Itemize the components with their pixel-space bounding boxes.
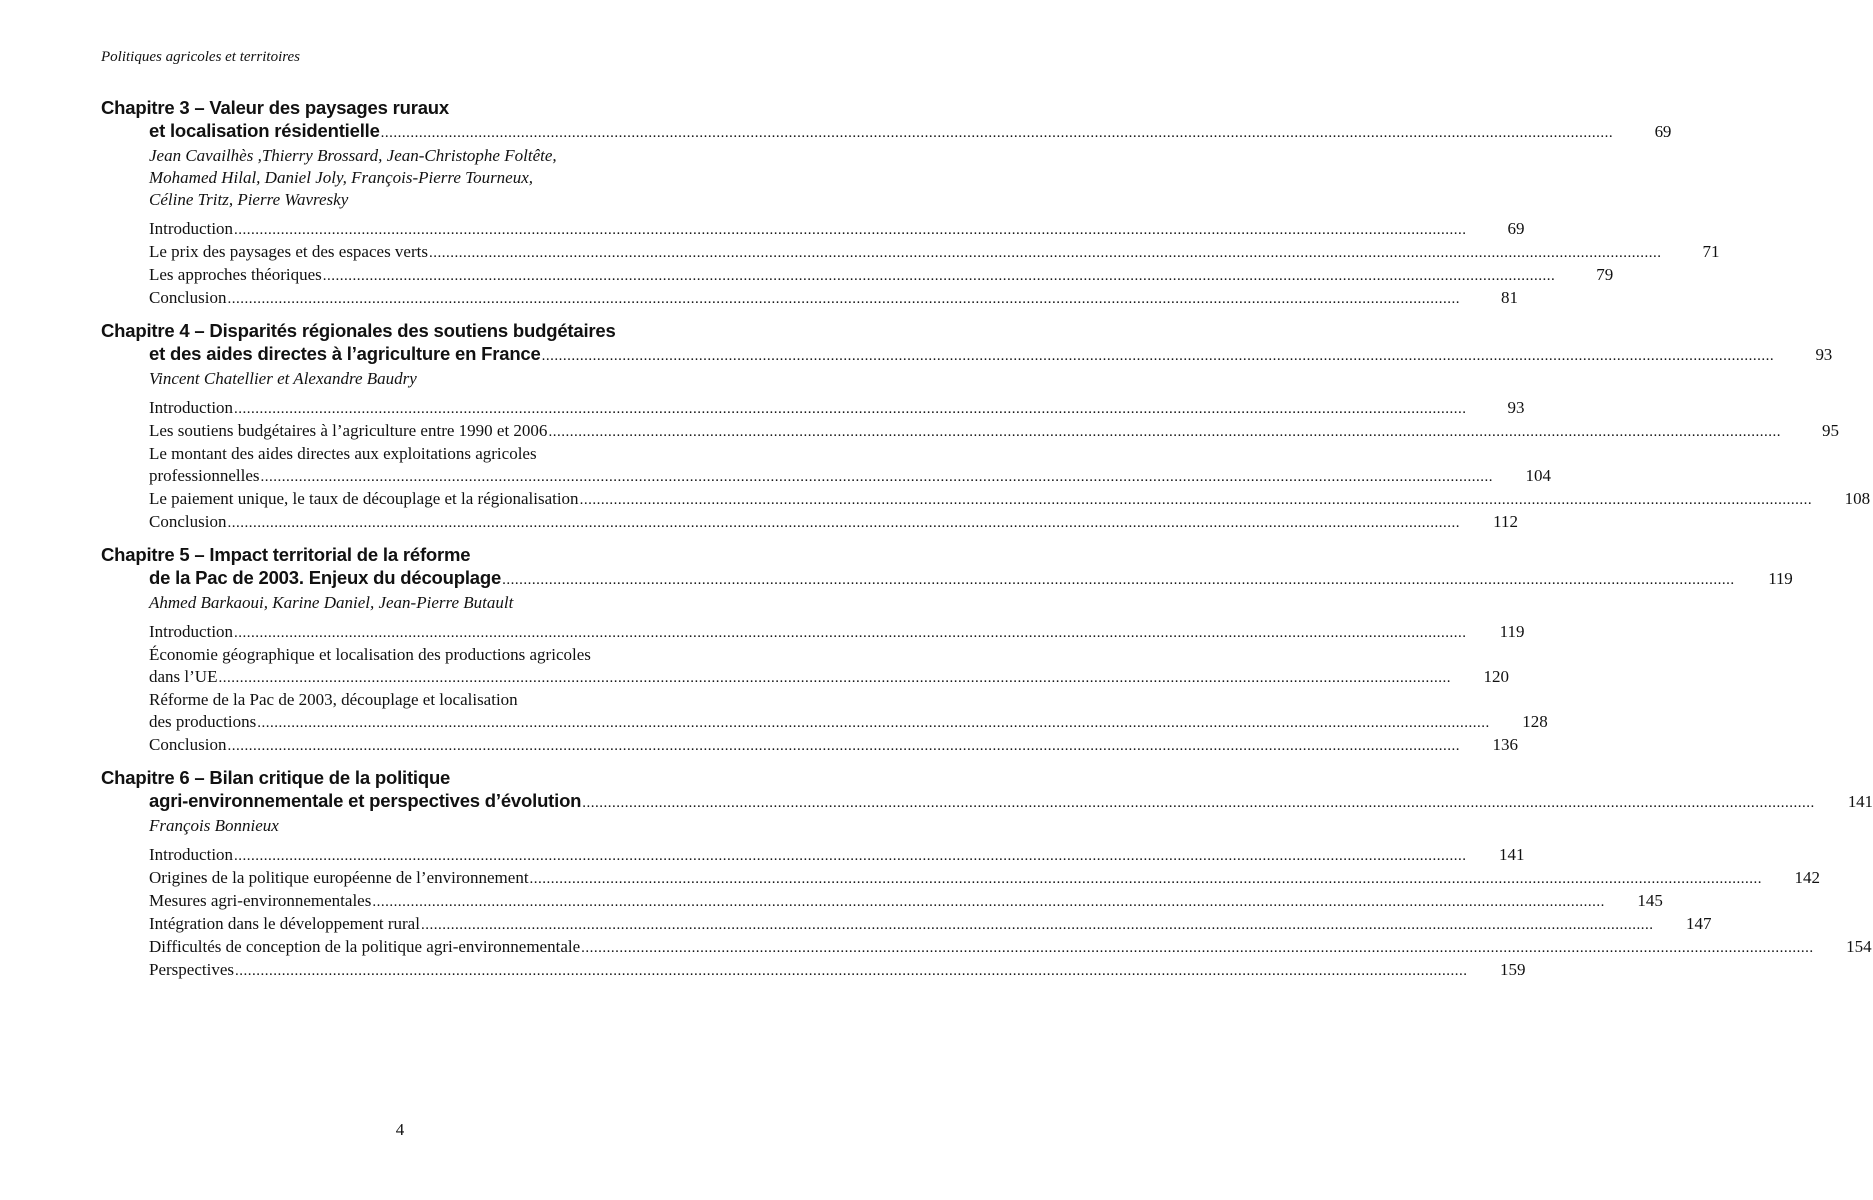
section-entry[interactable] [149,936,1872,959]
section-page: 95 [1821,421,1839,440]
dot-leader [234,219,1467,241]
section-entry[interactable] [149,488,1871,511]
chapter-6 [101,766,1873,982]
section-entry[interactable] [149,867,1821,890]
section-list [101,397,1871,534]
section-page: 108 [1844,489,1871,508]
section-title: Conclusion [149,512,227,531]
section-page: 81 [1500,288,1518,307]
section-page: 141 [1499,845,1525,864]
section-entry[interactable] [149,890,1663,913]
dot-leader [234,622,1467,644]
section-entry[interactable] [149,443,1551,488]
running-header: Politiques agricoles et territoires [101,49,301,65]
section-title-row [149,465,1551,488]
section-title: Introduction [149,845,234,864]
dot-leader [429,242,1662,264]
dot-leader [548,421,1781,443]
section-title: des productions [149,712,257,731]
section-title-row [149,711,1548,734]
dot-leader [372,891,1605,913]
section-page: 79 [1596,265,1614,284]
section-title: Conclusion [149,288,227,307]
dot-leader [502,569,1735,592]
section-entry[interactable] [149,644,1509,689]
section-entry[interactable] [149,959,1526,982]
section-list [101,844,1872,982]
section-entry[interactable] [149,287,1518,310]
chapter-authors [101,145,725,211]
dot-leader [581,937,1814,959]
dot-leader [530,868,1763,890]
dot-leader [582,792,1815,815]
section-page: 136 [1492,735,1518,754]
section-title: professionnelles [149,466,260,485]
section-title: Les approches théoriques [149,265,322,284]
section-title: Mesures agri-environnementales [149,891,372,910]
section-title: Introduction [149,398,234,417]
chapter-title: Chapitre 3 – Valeur des paysages ruraux [101,97,449,118]
section-entry[interactable] [149,218,1525,241]
section-title-line: Économie géographique et localisation des productions agricoles [149,645,591,664]
chapter-title-continued: agri-environnementale et perspectives d’évolution [149,790,582,811]
dot-leader [235,960,1468,982]
section-list [101,218,1720,310]
section-entry[interactable] [149,913,1712,936]
chapter-authors [101,368,725,390]
dot-leader [227,512,1460,534]
section-entry[interactable] [149,420,1839,443]
author-line: Ahmed Barkaoui, Karine Daniel, Jean-Pierre Butault [149,593,514,612]
section-title: Introduction [149,622,234,641]
chapter-title-continued: et des aides directes à l’agriculture en France [149,343,541,364]
author-line: François Bonnieux [149,816,279,835]
section-page: 71 [1702,242,1720,261]
section-title-line: Réforme de la Pac de 2003, découplage et localisation [149,690,518,709]
chapter-page: 93 [1815,345,1833,364]
author-line: Jean Cavailhès ,Thierry Brossard, Jean-Christophe Foltête, [149,146,557,165]
chapter-title: Chapitre 4 – Disparités régionales des soutiens budgétaires [101,320,616,341]
section-title: dans l’UE [149,667,218,686]
chapter-title-continued: de la Pac de 2003. Enjeux du découplage [149,567,502,588]
section-title: Les soutiens budgétaires à l’agriculture entre 1990 et 2006 [149,421,548,440]
chapter-title-row[interactable] [101,119,1672,145]
table-of-contents [101,96,1873,991]
chapter-page: 69 [1654,122,1672,141]
dot-leader [421,914,1654,936]
section-title: Difficultés de conception de la politique agri-environnementale [149,937,581,956]
chapter-title: Chapitre 6 – Bilan critique de la politique [101,767,451,788]
dot-leader [381,122,1614,145]
section-title: Le prix des paysages et des espaces verts [149,242,428,261]
section-page: 112 [1493,512,1518,531]
dot-leader [323,265,1556,287]
dot-leader [580,489,1813,511]
section-title-line: Le montant des aides directes aux exploitations agricoles [149,444,537,463]
section-page: 93 [1507,398,1525,417]
section-page: 119 [1499,622,1525,641]
dot-leader [227,288,1460,310]
dot-leader [542,345,1775,368]
section-page: 145 [1637,891,1663,910]
section-page: 142 [1794,868,1821,887]
section-title-row [149,666,1509,689]
section-entry[interactable] [149,397,1525,420]
chapter-3 [101,96,1720,310]
section-entry[interactable] [149,511,1518,534]
section-title: Introduction [149,219,234,238]
section-entry[interactable] [149,844,1525,867]
chapter-title-row[interactable] [101,566,1793,592]
author-line: Mohamed Hilal, Daniel Joly, François-Pierre Tourneux, [149,168,534,187]
author-line: Céline Tritz, Pierre Wavresky [149,190,349,209]
section-page: 159 [1499,960,1526,979]
section-list [101,621,1548,757]
section-entry[interactable] [149,264,1614,287]
chapter-5 [101,543,1793,757]
chapter-title-row[interactable] [101,789,1873,815]
section-title: Le paiement unique, le taux de découplage et la régionalisation [149,489,579,508]
section-entry[interactable] [149,734,1518,757]
chapter-4 [101,319,1871,534]
chapter-authors [101,815,725,837]
chapter-page: 119 [1768,569,1793,588]
dot-leader [234,398,1467,420]
section-title: Intégration dans le développement rural [149,914,420,933]
dot-leader [257,712,1490,734]
section-title: Perspectives [149,960,234,979]
chapter-title-continued: et localisation résidentielle [149,120,380,141]
chapter-authors [101,592,725,614]
section-entry[interactable] [149,621,1525,644]
section-title: Conclusion [149,735,227,754]
dot-leader [260,466,1493,488]
author-line: Vincent Chatellier et Alexandre Baudry [149,369,417,388]
section-page: 154 [1846,937,1872,956]
section-page: 104 [1525,466,1551,485]
dot-leader [227,735,1460,757]
section-page: 120 [1483,667,1509,686]
chapter-title: Chapitre 5 – Impact territorial de la réforme [101,544,471,565]
dot-leader [234,845,1467,867]
section-page: 69 [1507,219,1525,238]
section-page: 147 [1685,914,1712,933]
chapter-page: 141 [1847,792,1873,811]
chapter-title-row[interactable] [101,342,1833,368]
section-entry[interactable] [149,689,1548,734]
section-title: Origines de la politique européenne de l’environnement [149,868,529,887]
section-page: 128 [1522,712,1548,731]
section-entry[interactable] [149,241,1720,264]
page-number: 4 [395,1120,405,1139]
dot-leader [218,667,1451,689]
